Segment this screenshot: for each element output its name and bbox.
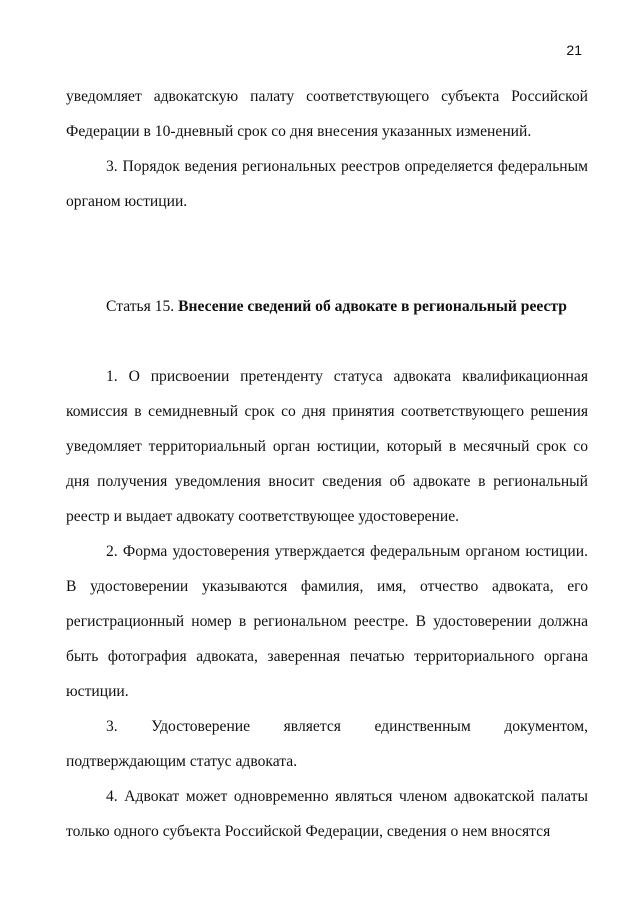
spacer: [66, 324, 588, 359]
article-paragraph-4: 4. Адвокат может одновременно являться членом адвокатской палаты только одного субъекта Российской Федерации, сведения о нем вносятся: [66, 788, 588, 840]
article-heading: [66, 289, 588, 324]
document-body: [66, 79, 588, 849]
article-paragraph-1: 1. О присвоении претенденту статуса адвоката квалификационная комиссия в семидневный срок со дня принятия соответствующего решения уведомляет территориальный орган юстиции, который в месячный срок со дня получения уведомления вносит сведения об адвокате в региональный реестр и выдает адвокату соответствующее удостоверение.: [66, 368, 588, 525]
article-paragraph-2: 2. Форма удостоверения утверждается федеральным органом юстиции. В удостоверении указываются фамилия, имя, отчество адвоката, его регистрационный номер в региональном реестре. В удостоверении должна быть фотография адвоката, заверенная печатью территориального органа юстиции.: [66, 543, 588, 700]
continuation-paragraph: уведомляет адвокатскую палату соответствующего субъекта Российской Федерации в 10-дневный срок со дня внесения указанных изменений.: [66, 88, 588, 140]
item-3-paragraph: 3. Порядок ведения региональных реестров определяется федеральным органом юстиции.: [66, 158, 588, 210]
spacer: [66, 219, 588, 289]
article-paragraph-3: 3. Удостоверение является единственным документом, подтверждающим статус адвоката.: [66, 718, 588, 770]
page-number: 21: [566, 42, 582, 58]
article-number: Статья 15.: [106, 298, 179, 315]
article-title: Внесение сведений об адвокате в региональный реестр: [178, 298, 567, 315]
